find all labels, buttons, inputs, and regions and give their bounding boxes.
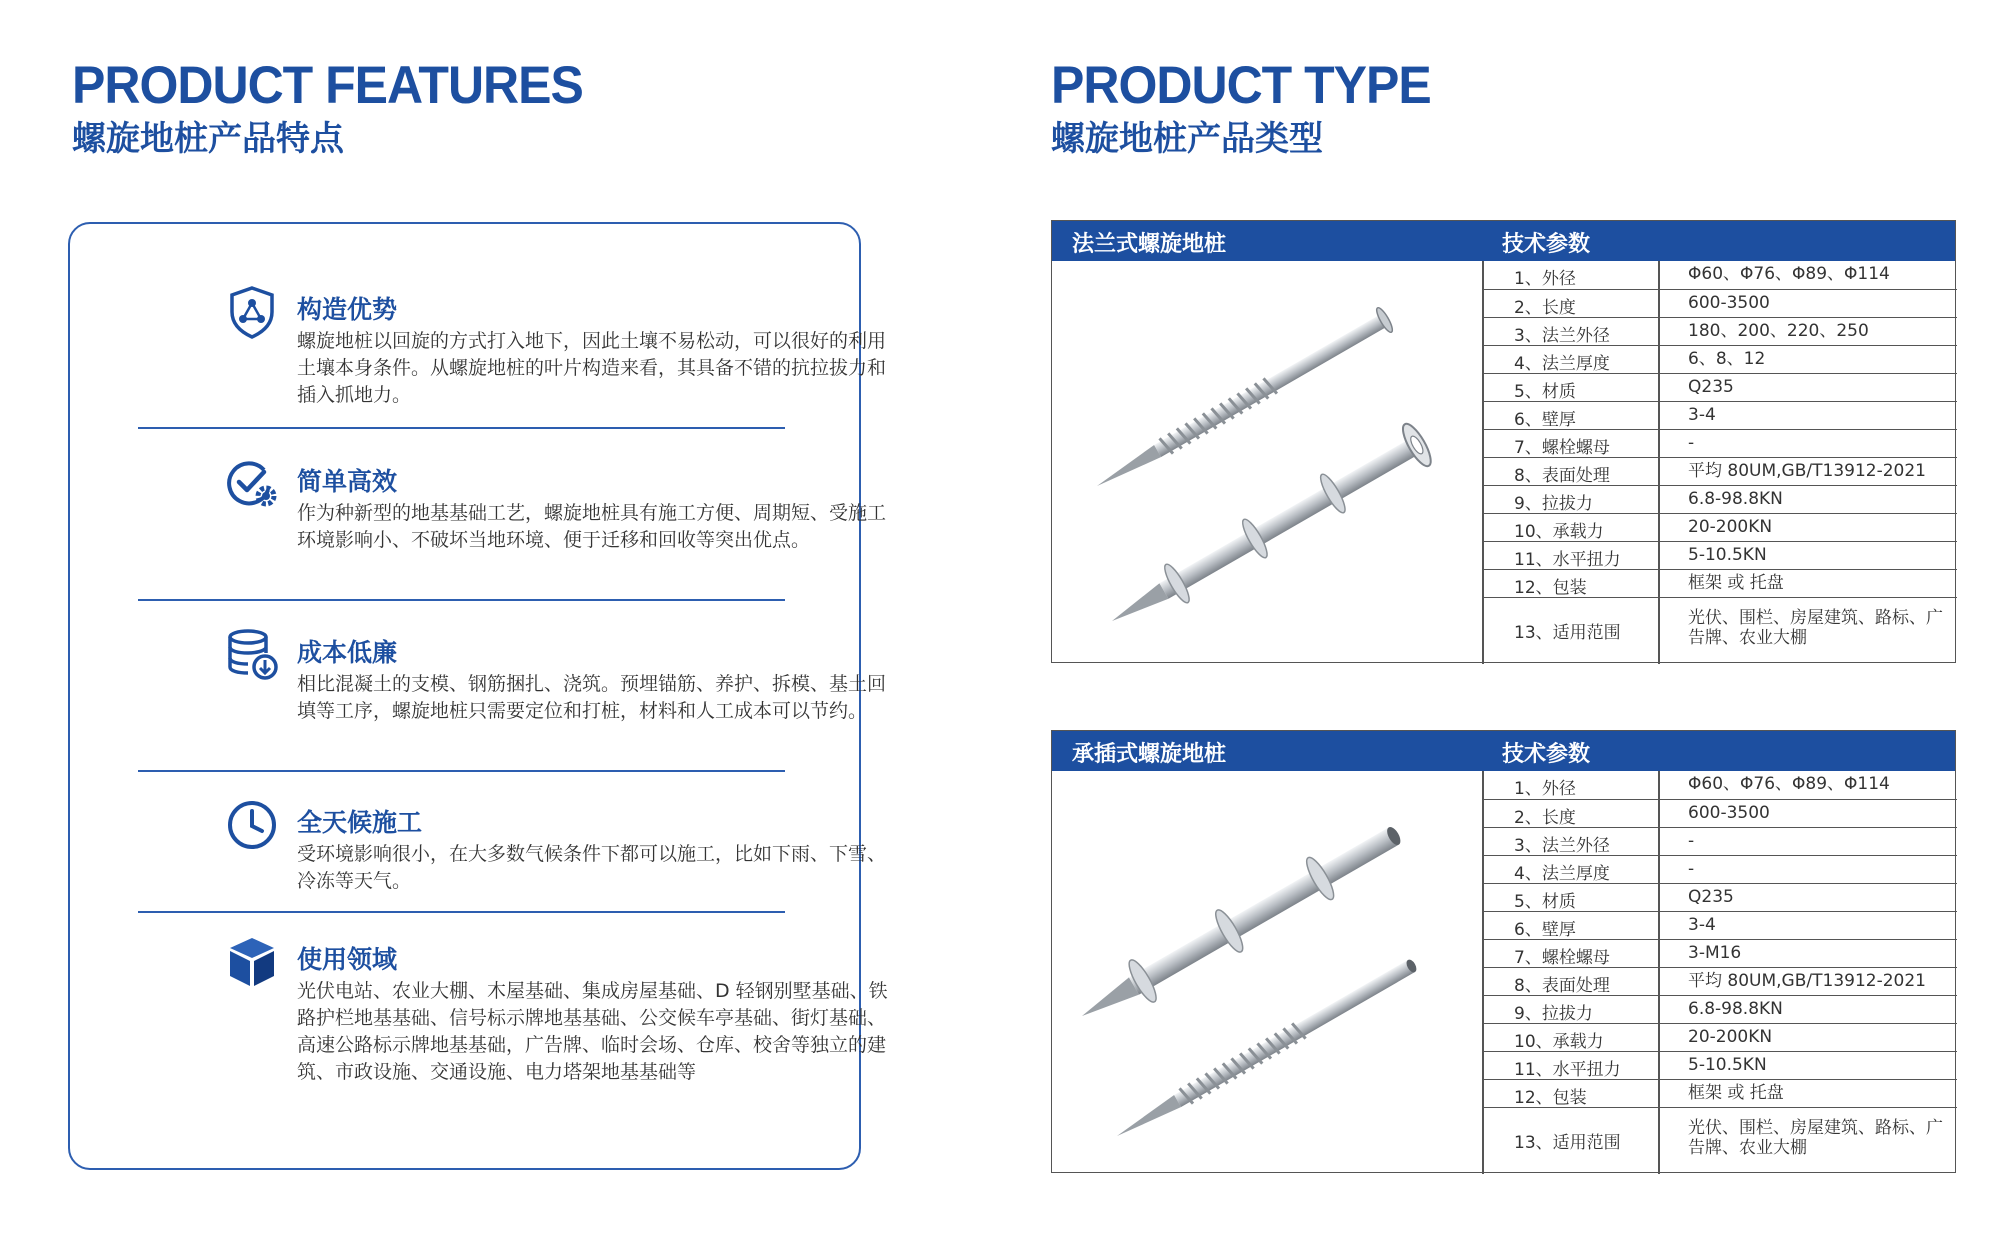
feature-body: 作为种新型的地基基础工艺，螺旋地桩具有施工方便、周期短、受施工环境影响小、不破坏当地环境、便于迁移和回收等突出优点。 [297, 502, 887, 551]
table-row: 13、适用范围 光伏、围栏、房屋建筑、路标、广告牌、农业大棚 [1484, 597, 1957, 662]
table-row: 6、壁厚 3-4 [1484, 911, 1957, 939]
flange-pile-image [1052, 261, 1482, 661]
feature-title: 简单高效 [297, 467, 398, 496]
table-row: 3、法兰外径 - [1484, 827, 1957, 855]
features-heading-en: PRODUCT FEATURES [72, 55, 583, 115]
feature-title: 成本低廉 [297, 638, 398, 667]
table-row: 12、包装 框架 或 托盘 [1484, 1079, 1957, 1107]
features-heading-cn: 螺旋地桩产品特点 [72, 119, 344, 159]
feature-title: 使用领域 [297, 945, 398, 974]
table-row: 12、包装 框架 或 托盘 [1484, 569, 1957, 597]
table-row: 10、承载力 20-200KN [1484, 513, 1957, 541]
feature-title: 构造优势 [297, 295, 398, 324]
product-type-heading-en: PRODUCT TYPE [1051, 55, 1431, 115]
feature-body: 光伏电站、农业大棚、木屋基础、集成房屋基础、D 轻钢别墅基础、铁路护栏地基基础、信号标示牌地基基础、公交候车亭基础、街灯基础、高速公路标示牌地基基础，广告牌、临时会场、仓库、校舍等独立的建筑、市政设施、交通设施、电力塔架地基基础等 [297, 980, 888, 1083]
feature-divider [138, 599, 785, 601]
features-card [68, 222, 888, 1170]
table-row: 9、拉拔力 6.8-98.8KN [1484, 485, 1957, 513]
table-row: 9、拉拔力 6.8-98.8KN [1484, 995, 1957, 1023]
table-row: 1、外径 Φ60、Φ76、Φ89、Φ114 [1514, 774, 1890, 799]
param-header: 技术参数 [1502, 742, 1591, 767]
socket-pile-image [1052, 771, 1482, 1171]
table-row: 11、水平扭力 5-10.5KN [1484, 541, 1957, 569]
table-row: 8、表面处理 平均 80UM,GB/T13912-2021 [1484, 457, 1957, 485]
feature-body: 受环境影响很小，在大多数气候条件下都可以施工，比如下雨、下雪、冷冻等天气。 [297, 843, 887, 892]
product-name: 法兰式螺旋地桩 [1072, 232, 1227, 257]
feature-divider [138, 427, 785, 429]
table-row: 1、外径 Φ60、Φ76、Φ89、Φ114 [1514, 264, 1890, 289]
feature-body: 螺旋地桩以回旋的方式打入地下，因此土壤不易松动，可以很好的利用土壤本身条件。从螺旋地桩的叶片构造来看，其具备不错的抗拉拔力和插入抓地力。 [297, 330, 887, 406]
table-row: 2、长度 600-3500 [1484, 799, 1957, 827]
table-row: 5、材质 Q235 [1484, 883, 1957, 911]
table-row: 3、法兰外径 180、200、220、250 [1484, 317, 1957, 345]
table-row: 4、法兰厚度 - [1484, 855, 1957, 883]
check-gear-icon [224, 456, 280, 512]
table-header [1052, 731, 1955, 771]
feature-divider [138, 770, 785, 772]
feature-divider [138, 911, 785, 913]
param-header: 技术参数 [1502, 232, 1591, 257]
table-row: 7、螺栓螺母 3-M16 [1484, 939, 1957, 967]
table-row: 11、水平扭力 5-10.5KN [1484, 1051, 1957, 1079]
database-download-icon [224, 627, 280, 683]
table-row: 4、法兰厚度 6、8、12 [1484, 345, 1957, 373]
table-row: 6、壁厚 3-4 [1484, 401, 1957, 429]
feature-body: 相比混凝土的支模、钢筋捆扎、浇筑。预埋锚筋、养护、拆模、基土回填等工序，螺旋地桩只需要定位和打桩，材料和人工成本可以节约。 [297, 673, 887, 722]
table-row: 10、承载力 20-200KN [1484, 1023, 1957, 1051]
cube-icon [224, 934, 280, 990]
clock-icon [224, 797, 280, 853]
flange-pile-table [1051, 220, 1956, 663]
table-row: 13、适用范围 光伏、围栏、房屋建筑、路标、广告牌、农业大棚 [1484, 1107, 1957, 1172]
shield-icon [224, 284, 280, 340]
feature-title: 全天候施工 [297, 808, 423, 837]
product-type-heading-cn: 螺旋地桩产品类型 [1051, 119, 1323, 159]
product-name: 承插式螺旋地桩 [1072, 742, 1227, 767]
table-row: 8、表面处理 平均 80UM,GB/T13912-2021 [1484, 967, 1957, 995]
table-row: 2、长度 600-3500 [1484, 289, 1957, 317]
table-header [1052, 221, 1955, 261]
table-row: 5、材质 Q235 [1484, 373, 1957, 401]
socket-pile-table [1051, 730, 1956, 1173]
table-row: 7、螺栓螺母 - [1484, 429, 1957, 457]
